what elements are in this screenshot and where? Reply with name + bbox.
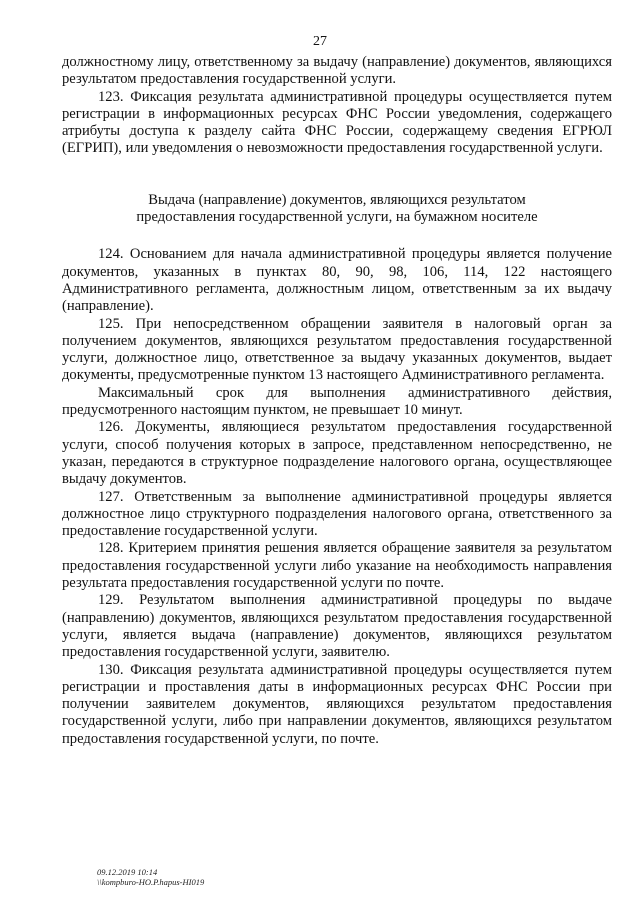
footer-timestamp: 09.12.2019 10:14	[97, 867, 158, 877]
footer-file-path: \\kompburo-HO.P.hapus-HI019	[97, 877, 205, 887]
file-footer	[97, 867, 204, 887]
paragraph-126: 126. Документы, являющиеся результатом предоставления государственной услуги, способ получения которых в запросе, представленном непосредственно, не указан, передаются в структурное подразделение налогового органа, осуществляющее выдачу документов.	[62, 419, 612, 488]
paragraph-130: 130. Фиксация результата административной процедуры осуществляется путем регистрации и проставления даты в информационных ресурсах ФНС России при получении заявителем документов, являющихся результатом предоставления государственной услуги, либо при направлении документов, являющихся результатом предоставления государственной услуги, по почте.	[62, 661, 612, 747]
paragraph-124: 124. Основанием для начала административной процедуры является получение документов, указанных в пунктах 80, 90, 98, 106, 114, 122 настоящего Административного регламента, должностным лицом, ответственным за их выдачу (направление).	[62, 246, 612, 315]
paragraph-127: 127. Ответственным за выполнение административной процедуры является должностное лицо структурного подразделения налогового органа, ответственного за предоставление государственной услуги.	[62, 488, 612, 540]
section-heading	[62, 192, 612, 227]
paragraph-continuation: должностному лицу, ответственному за выдачу (направление) документов, являющихся результатом предоставления государственной услуги.	[62, 54, 612, 88]
document-body	[62, 54, 612, 748]
paragraph-129: 129. Результатом выполнения административной процедуры по выдаче (направлению) документов, являющихся результатом предоставления государственной услуги, является выдача (направление) документов, являющихся результатом предоставления государственной услуги, заявителю.	[62, 592, 612, 661]
section-heading-line-2: предоставления государственной услуги, на бумажном носителе	[136, 209, 538, 226]
paragraph-128: 128. Критерием принятия решения является обращение заявителя за результатом предоставления государственной услуги либо указание на необходимость направления результата предоставления государственной услуги по почте.	[62, 540, 612, 592]
section-heading-line-1: Выдача (направление) документов, являющихся результатом	[148, 191, 526, 208]
paragraph-123: 123. Фиксация результата административной процедуры осуществляется путем регистрации в информационных ресурсах ФНС России уведомления, содержащего атрибуты доступа к разделу сайта ФНС России, содержащему сведения ЕГРЮЛ (ЕГРИП), или уведомления о невозможности предоставления государственной услуги.	[62, 88, 612, 157]
paragraph-125-time-limit: Максимальный срок для выполнения административного действия, предусмотренного настоящим пунктом, не превышает 10 минут.	[62, 384, 612, 419]
page-number: 27	[313, 34, 327, 49]
paragraph-125: 125. При непосредственном обращении заявителя в налоговый орган за получением документов, являющихся результатом предоставления государственной услуги, должностное лицо, ответственное за выдачу указанных документов, выдает документы, предусмотренные пунктом 13 настоящего Административного регламента.	[62, 315, 612, 384]
